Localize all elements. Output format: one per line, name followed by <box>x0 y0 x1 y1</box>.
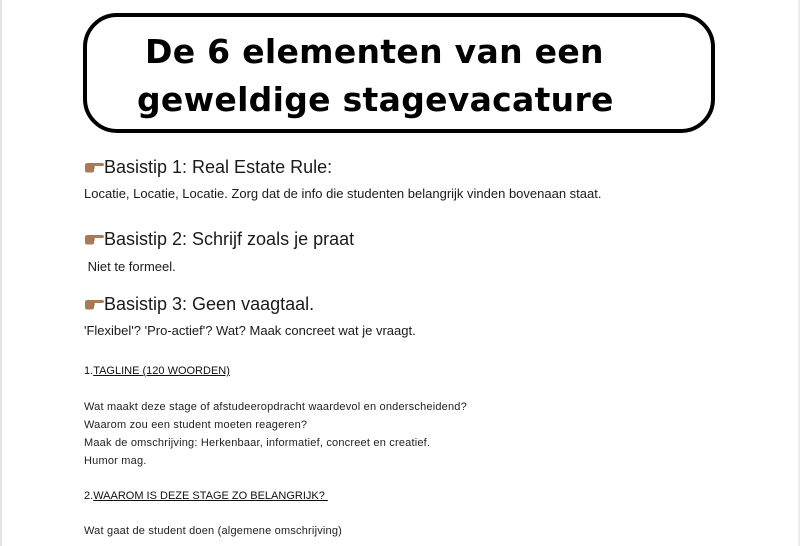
tip-2-heading: Basistip 2: Schrijf zoals je praat <box>104 229 355 249</box>
section-2-number: 2. <box>84 490 94 502</box>
section-2-line-1: Wat gaat de student doen (algemene omschrijving) <box>84 525 343 537</box>
tip-3-text: 'Flexibel'? 'Pro-actief'? Wat? Maak concreet wat je vraagt. <box>84 323 416 338</box>
pointing-hand-icon <box>84 162 104 173</box>
section-1-line-4: Humor mag. <box>84 455 147 467</box>
pointing-hand-icon <box>84 299 104 310</box>
section-1-title: TAGLINE (120 WOORDEN) <box>93 365 230 377</box>
section-1-number: 1. <box>84 365 94 377</box>
title-line-2: geweldige stagevacature <box>137 80 614 119</box>
pointing-hand-icon <box>84 234 104 245</box>
section-1-line-3: Maak de omschrijving: Herkenbaar, informatief, concreet en creatief. <box>84 437 431 449</box>
title-line-1: De 6 elementen van een <box>145 32 604 71</box>
tip-3-heading: Basistip 3: Geen vaagtaal. <box>104 294 315 314</box>
tip-1-text: Locatie, Locatie, Locatie. Zorg dat de info die studenten belangrijk vinden bovenaan staat. <box>84 186 602 201</box>
section-1-heading <box>84 365 230 377</box>
section-1-line-2: Waarom zou een student moeten reageren? <box>84 419 308 431</box>
tip-1-heading: Basistip 1: Real Estate Rule: <box>104 157 333 177</box>
section-2-title: WAAROM IS DEZE STAGE ZO BELANGRIJK? <box>93 490 328 502</box>
section-2-heading <box>84 490 328 502</box>
tip-1-heading-row <box>84 157 332 178</box>
section-1-line-1: Wat maakt deze stage of afstudeeropdracht waardevol en onderscheidend? <box>84 401 467 413</box>
tip-3-heading-row <box>84 294 314 315</box>
tip-2-text: Niet te formeel. <box>84 259 176 274</box>
page-edge-left <box>0 0 2 546</box>
tip-2-heading-row <box>84 229 354 250</box>
